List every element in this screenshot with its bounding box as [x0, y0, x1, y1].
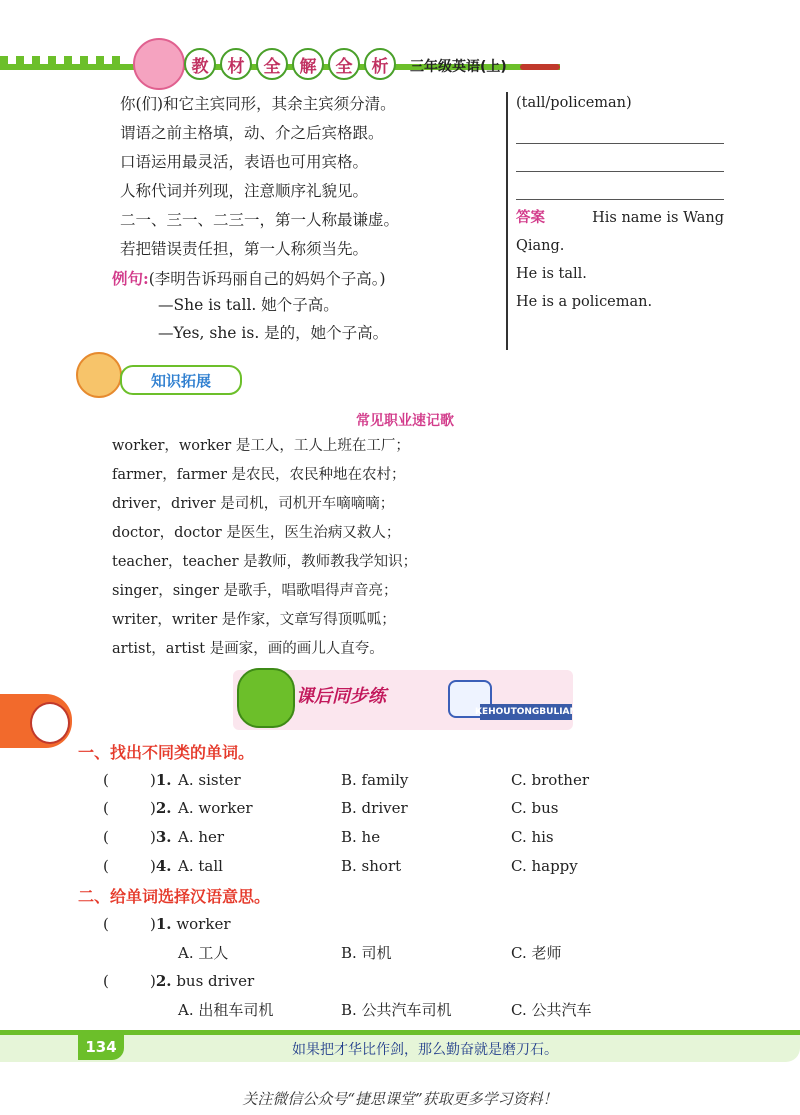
title-char: 材 — [220, 48, 252, 80]
book-subtitle: 三年级英语(上) — [410, 59, 507, 75]
example-label: 例句: — [112, 269, 149, 288]
option-c: C. brother — [511, 771, 590, 789]
option-c: C. his — [511, 828, 554, 846]
option-b: B. 公共汽车司机 — [341, 1001, 452, 1019]
option-a: A. her — [178, 828, 225, 846]
question-number: )1. — [150, 771, 172, 789]
paren-open: ( — [103, 915, 109, 933]
option-a: A. 工人 — [178, 944, 229, 962]
paren-open: ( — [103, 799, 109, 817]
question-word: )1. worker — [150, 915, 231, 933]
practice-banner-tag: KEHOUTONGBULIAN — [480, 704, 572, 720]
option-b: B. short — [341, 857, 402, 875]
song-line: writer，writer 是作家，文章写得顶呱呱； — [112, 612, 396, 628]
option-b: B. 司机 — [341, 944, 392, 962]
answer-line — [516, 143, 724, 144]
book-title — [184, 48, 396, 80]
question-word: )2. bus driver — [150, 972, 255, 990]
option-c: C. bus — [511, 799, 559, 817]
grammar-line: 你(们)和它主宾同形，其余主宾须分清。 — [120, 95, 396, 113]
title-char: 析 — [364, 48, 396, 80]
song-line: farmer，farmer 是农民，农民种地在农村； — [112, 467, 406, 483]
answer-prompt: (tall/policeman) — [516, 95, 632, 111]
column-divider — [506, 92, 508, 350]
header-mascot-icon — [133, 38, 185, 90]
section-title: 二、给单词选择汉语意思。 — [78, 887, 271, 906]
title-char: 全 — [256, 48, 288, 80]
song-line: artist，artist 是画家，画的画儿人直夸。 — [112, 641, 384, 657]
answer-label: 答案 — [516, 210, 545, 226]
option-c: C. 老师 — [511, 944, 562, 962]
example-context: (李明告诉玛丽自己的妈妈个子高。) — [148, 270, 386, 288]
answer-line-text: Qiang. — [516, 238, 565, 254]
title-char: 解 — [292, 48, 324, 80]
option-a: A. worker — [178, 799, 253, 817]
question-number: )2. — [150, 799, 172, 817]
answer-line-text: He is tall. — [516, 266, 587, 282]
fox-face-icon — [30, 702, 70, 744]
song-line: doctor，doctor 是医生，医生治病又救人； — [112, 525, 401, 541]
title-char: 全 — [328, 48, 360, 80]
promo-text: 关注微信公众号“捷思课堂”获取更多学习资料！ — [242, 1090, 558, 1108]
example-row — [112, 264, 386, 294]
song-line: driver，driver 是司机，司机开车嘀嘀嘀； — [112, 496, 395, 512]
answer-line-text: His name is Wang — [592, 210, 724, 226]
song-line: singer，singer 是歌手，唱歌唱得声音亮； — [112, 583, 398, 599]
footer-motto: 如果把才华比作剑，那么勤奋就是磨刀石。 — [292, 1042, 558, 1058]
grammar-line: 口语运用最灵活，表语也可用宾格。 — [120, 153, 369, 171]
knowledge-badge: 知识拓展 — [120, 365, 242, 395]
knowledge-mascot-icon — [76, 352, 122, 398]
grammar-line: 人称代词并列现，注意顺序礼貌见。 — [120, 182, 369, 200]
option-b: B. driver — [341, 799, 408, 817]
paren-open: ( — [103, 972, 109, 990]
practice-banner-label: 课后同步练 — [296, 686, 386, 707]
option-a: A. 出租车司机 — [178, 1001, 274, 1019]
option-b: B. he — [341, 828, 381, 846]
monster-mascot-icon — [237, 668, 295, 728]
option-a: A. sister — [178, 771, 241, 789]
option-c: C. happy — [511, 857, 578, 875]
grammar-line: 若把错误责任担，第一人称须当先。 — [120, 240, 369, 258]
answer-first-row — [516, 205, 724, 232]
answer-line-text: He is a policeman. — [516, 294, 653, 310]
paren-open: ( — [103, 771, 109, 789]
option-a: A. tall — [178, 857, 223, 875]
pen-icon — [520, 64, 560, 70]
song-line: teacher，teacher 是教师，教师教我学知识； — [112, 554, 418, 570]
song-title: 常见职业速记歌 — [356, 413, 454, 429]
dialog-line: —She is tall. 她个子高。 — [158, 296, 339, 314]
grammar-line: 谓语之前主格填，动、介之后宾格跟。 — [120, 124, 384, 142]
answer-line — [516, 199, 724, 200]
option-b: B. family — [341, 771, 409, 789]
question-number: )4. — [150, 857, 172, 875]
song-line: worker，worker 是工人，工人上班在工厂； — [112, 438, 410, 454]
page-number: 134 — [78, 1034, 124, 1060]
paren-open: ( — [103, 828, 109, 846]
option-c: C. 公共汽车 — [511, 1001, 592, 1019]
paren-open: ( — [103, 857, 109, 875]
grammar-line: 二一、三一、二三一，第一人称最谦虚。 — [120, 211, 400, 229]
answer-line — [516, 171, 724, 172]
question-number: )3. — [150, 828, 172, 846]
title-char: 教 — [184, 48, 216, 80]
section-title: 一、找出不同类的单词。 — [78, 743, 255, 762]
dialog-line: —Yes, she is. 是的，她个子高。 — [158, 324, 389, 342]
